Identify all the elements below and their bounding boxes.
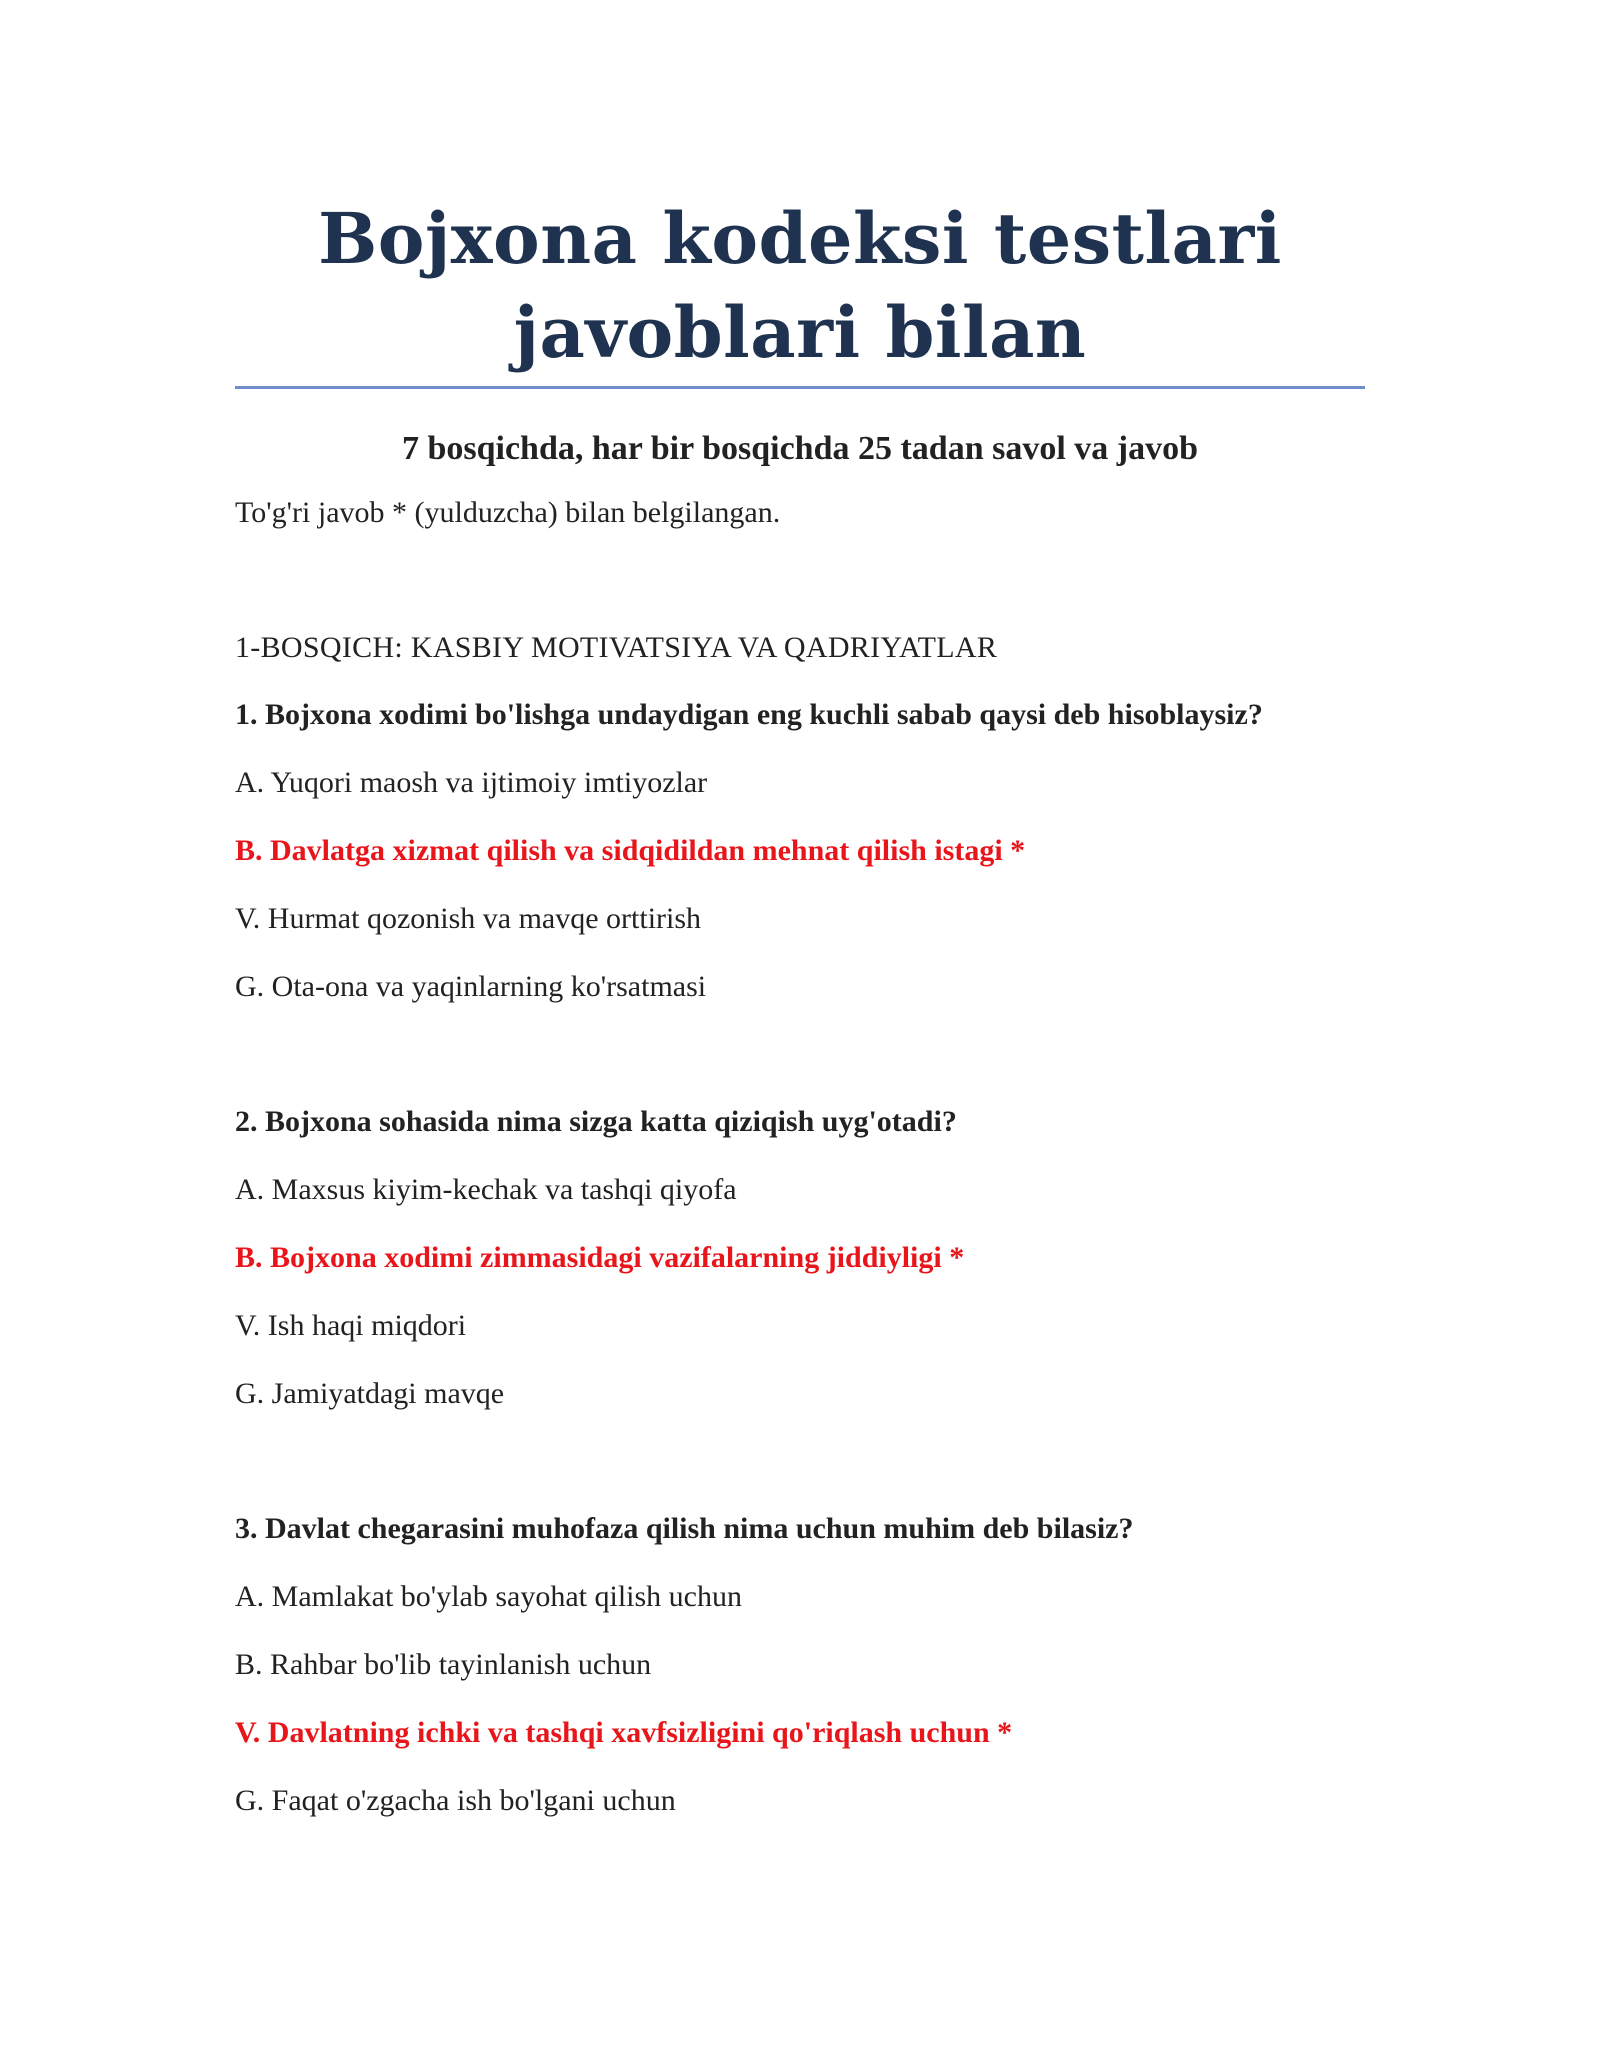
answer-option-correct: V. Davlatning ichki va tashqi xavfsizligini qo'riqlash uchun * [235,1716,1013,1749]
document-title [235,192,1365,380]
question-block-2 [235,1102,1365,1414]
answer-key-note: To'g'ri javob * (yulduzcha) bilan belgilangan. [235,496,781,529]
stage-heading: 1-BOSQICH: KASBIY MOTIVATSIYA VA QADRIYATLAR [235,631,998,664]
answer-option: A. Mamlakat bo'ylab sayohat qilish uchun [235,1580,742,1613]
question-text: 2. Bojxona sohasida nima sizga katta qiziqish uyg'otadi? [235,1105,957,1138]
question-block-1 [235,695,1365,1007]
answer-option-correct: B. Davlatga xizmat qilish va sidqidildan mehnat qilish istagi * [235,834,1026,867]
answer-option: G. Ota-ona va yaqinlarning ko'rsatmasi [235,970,707,1003]
title-line-2: javoblari bilan [513,291,1087,374]
question-block-3 [235,1509,1365,1821]
document-subtitle: 7 bosqichda, har bir bosqichda 25 tadan savol va javob [401,430,1199,467]
answer-option: V. Hurmat qozonish va mavqe orttirish [235,902,702,935]
answer-option: G. Jamiyatdagi mavqe [235,1377,505,1410]
answer-option: A. Yuqori maosh va ijtimoiy imtiyozlar [235,766,708,799]
question-text: 1. Bojxona xodimi bo'lishga undaydigan eng kuchli sabab qaysi deb hisoblaysiz? [235,698,1263,731]
answer-option-correct: B. Bojxona xodimi zimmasidagi vazifalarning jiddiyligi * [235,1241,965,1274]
question-text: 3. Davlat chegarasini muhofaza qilish nima uchun muhim deb bilasiz? [235,1512,1134,1545]
title-line-1: Bojxona kodeksi testlari [318,197,1282,280]
answer-option: V. Ish haqi miqdori [235,1309,467,1342]
answer-option: A. Maxsus kiyim-kechak va tashqi qiyofa [235,1173,737,1206]
answer-option: B. Rahbar bo'lib tayinlanish uchun [235,1648,652,1681]
document-page [235,0,1365,1821]
answer-option: G. Faqat o'zgacha ish bo'lgani uchun [235,1784,676,1817]
title-underline-rule [235,386,1365,389]
